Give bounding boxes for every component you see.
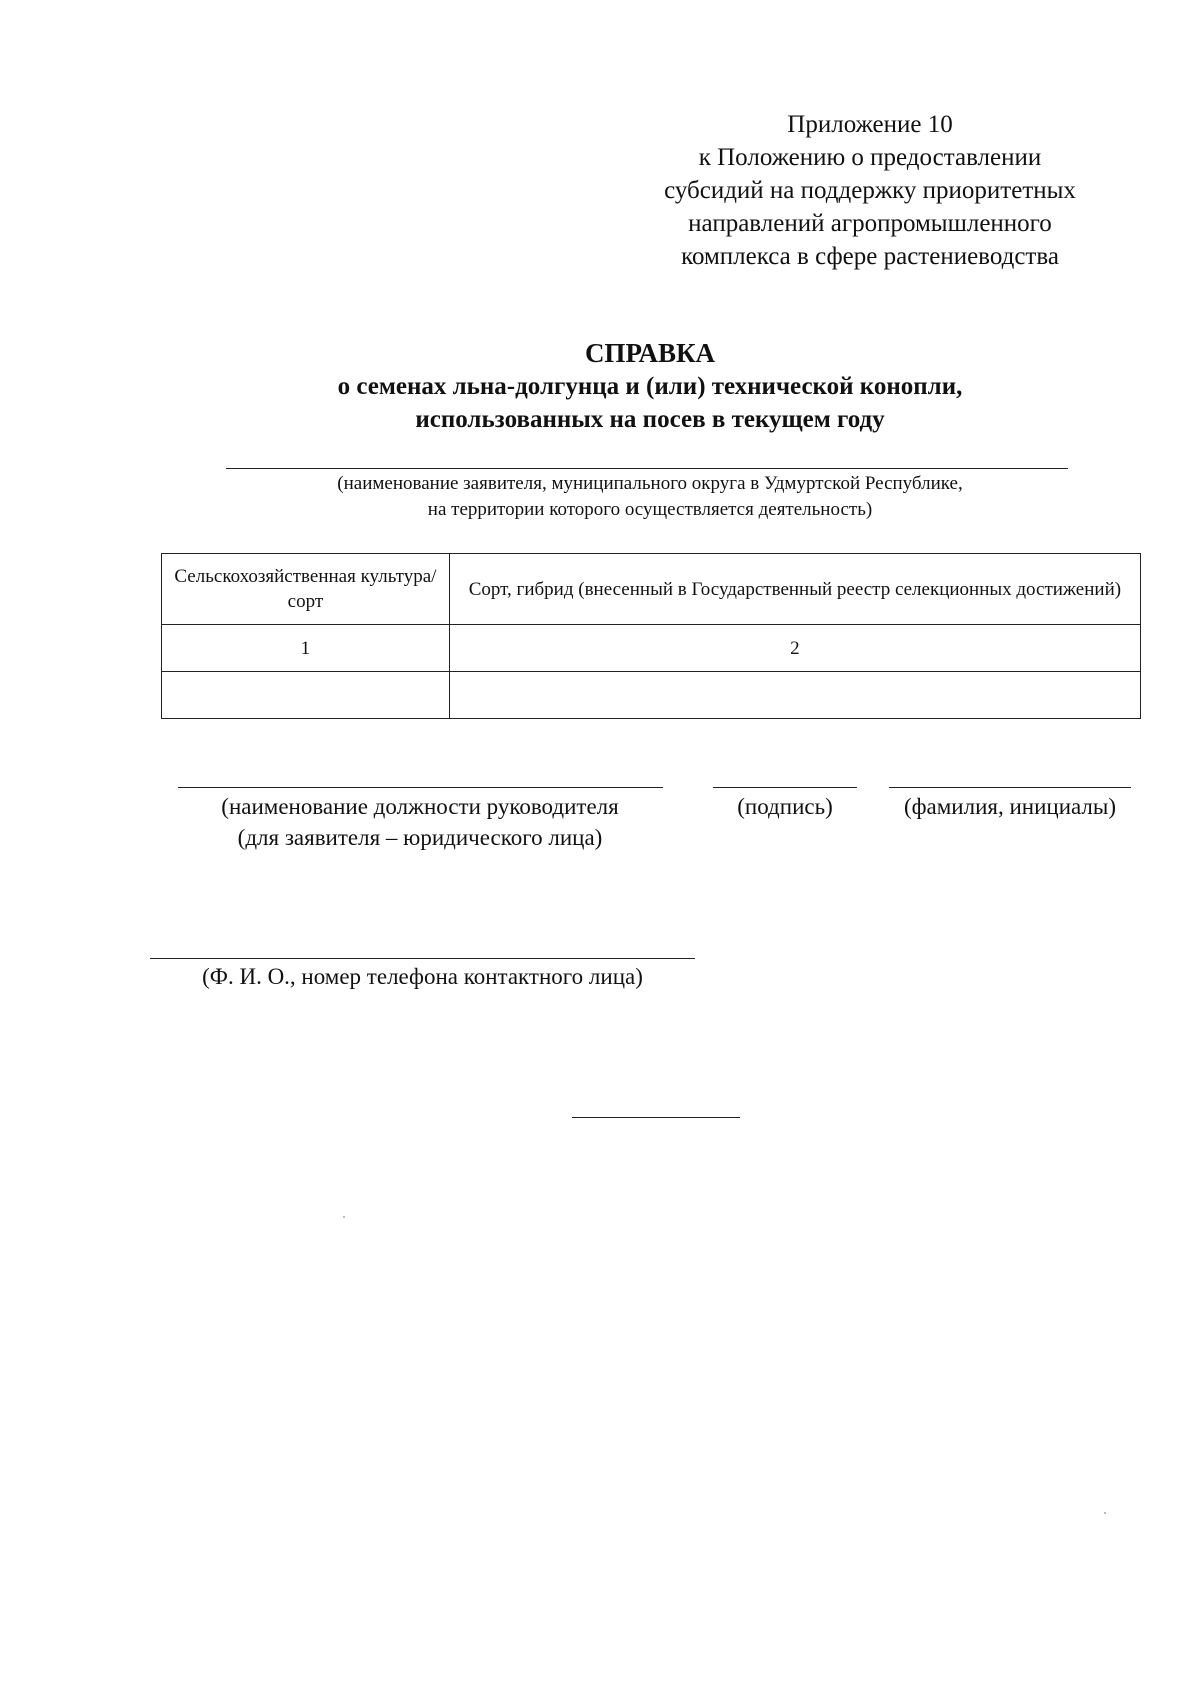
appendix-line-2: к Положению о предоставлении [698, 144, 1042, 171]
appendix-line-1: Приложение 10 [787, 111, 953, 138]
table-header-row [162, 554, 1141, 625]
table-cell-crop[interactable] [162, 672, 450, 719]
scan-speck [1104, 1512, 1106, 1514]
appendix-line-3: субсидий на поддержку приоритетных [664, 177, 1076, 204]
applicant-caption [150, 471, 1150, 523]
name-line[interactable] [889, 787, 1131, 788]
table-column-number-2: 2 [449, 625, 1140, 672]
appendix-line-5: комплекса в сфере растениеводства [681, 243, 1059, 270]
signature-line[interactable] [713, 787, 857, 788]
table-cell-variety[interactable] [449, 672, 1140, 719]
appendix-line-4: направлений агропромышленного [688, 210, 1052, 237]
title-sub-line-1: о семенах льна-долгунца и (или) технической конопли, [337, 373, 963, 400]
applicant-name-line[interactable] [226, 468, 1068, 469]
table-column-number-1: 1 [162, 625, 450, 672]
title-main: СПРАВКА [584, 338, 716, 368]
title-sub-line-2: использованных на посев в текущем году [415, 406, 885, 433]
name-caption: (фамилия, инициалы) [903, 794, 1117, 819]
table-row [162, 672, 1141, 719]
seed-table [161, 553, 1141, 719]
position-caption [165, 791, 675, 853]
table-header-variety: Сорт, гибрид (внесенный в Государственный реестр селекционных достижений) [449, 554, 1140, 625]
signature-caption: (подпись) [737, 794, 833, 819]
position-caption-line-2: (для заявителя – юридического лица) [237, 825, 603, 850]
position-line[interactable] [178, 787, 663, 788]
table-column-numbers-row [162, 625, 1141, 672]
applicant-caption-line-2: на территории которого осуществляется деятельность) [427, 499, 873, 520]
closing-divider [572, 1117, 740, 1118]
scan-speck [343, 1216, 345, 1218]
contact-caption: (Ф. И. О., номер телефона контактного лица) [202, 964, 643, 989]
document-title [150, 336, 1150, 436]
applicant-caption-line-1: (наименование заявителя, муниципального округа в Удмуртской Республике, [337, 473, 963, 494]
position-caption-line-1: (наименование должности руководителя [221, 794, 619, 819]
appendix-header [640, 108, 1100, 273]
contact-line[interactable] [150, 958, 695, 959]
table-header-crop: Сельскохозяйственная культура/сорт [162, 554, 450, 625]
